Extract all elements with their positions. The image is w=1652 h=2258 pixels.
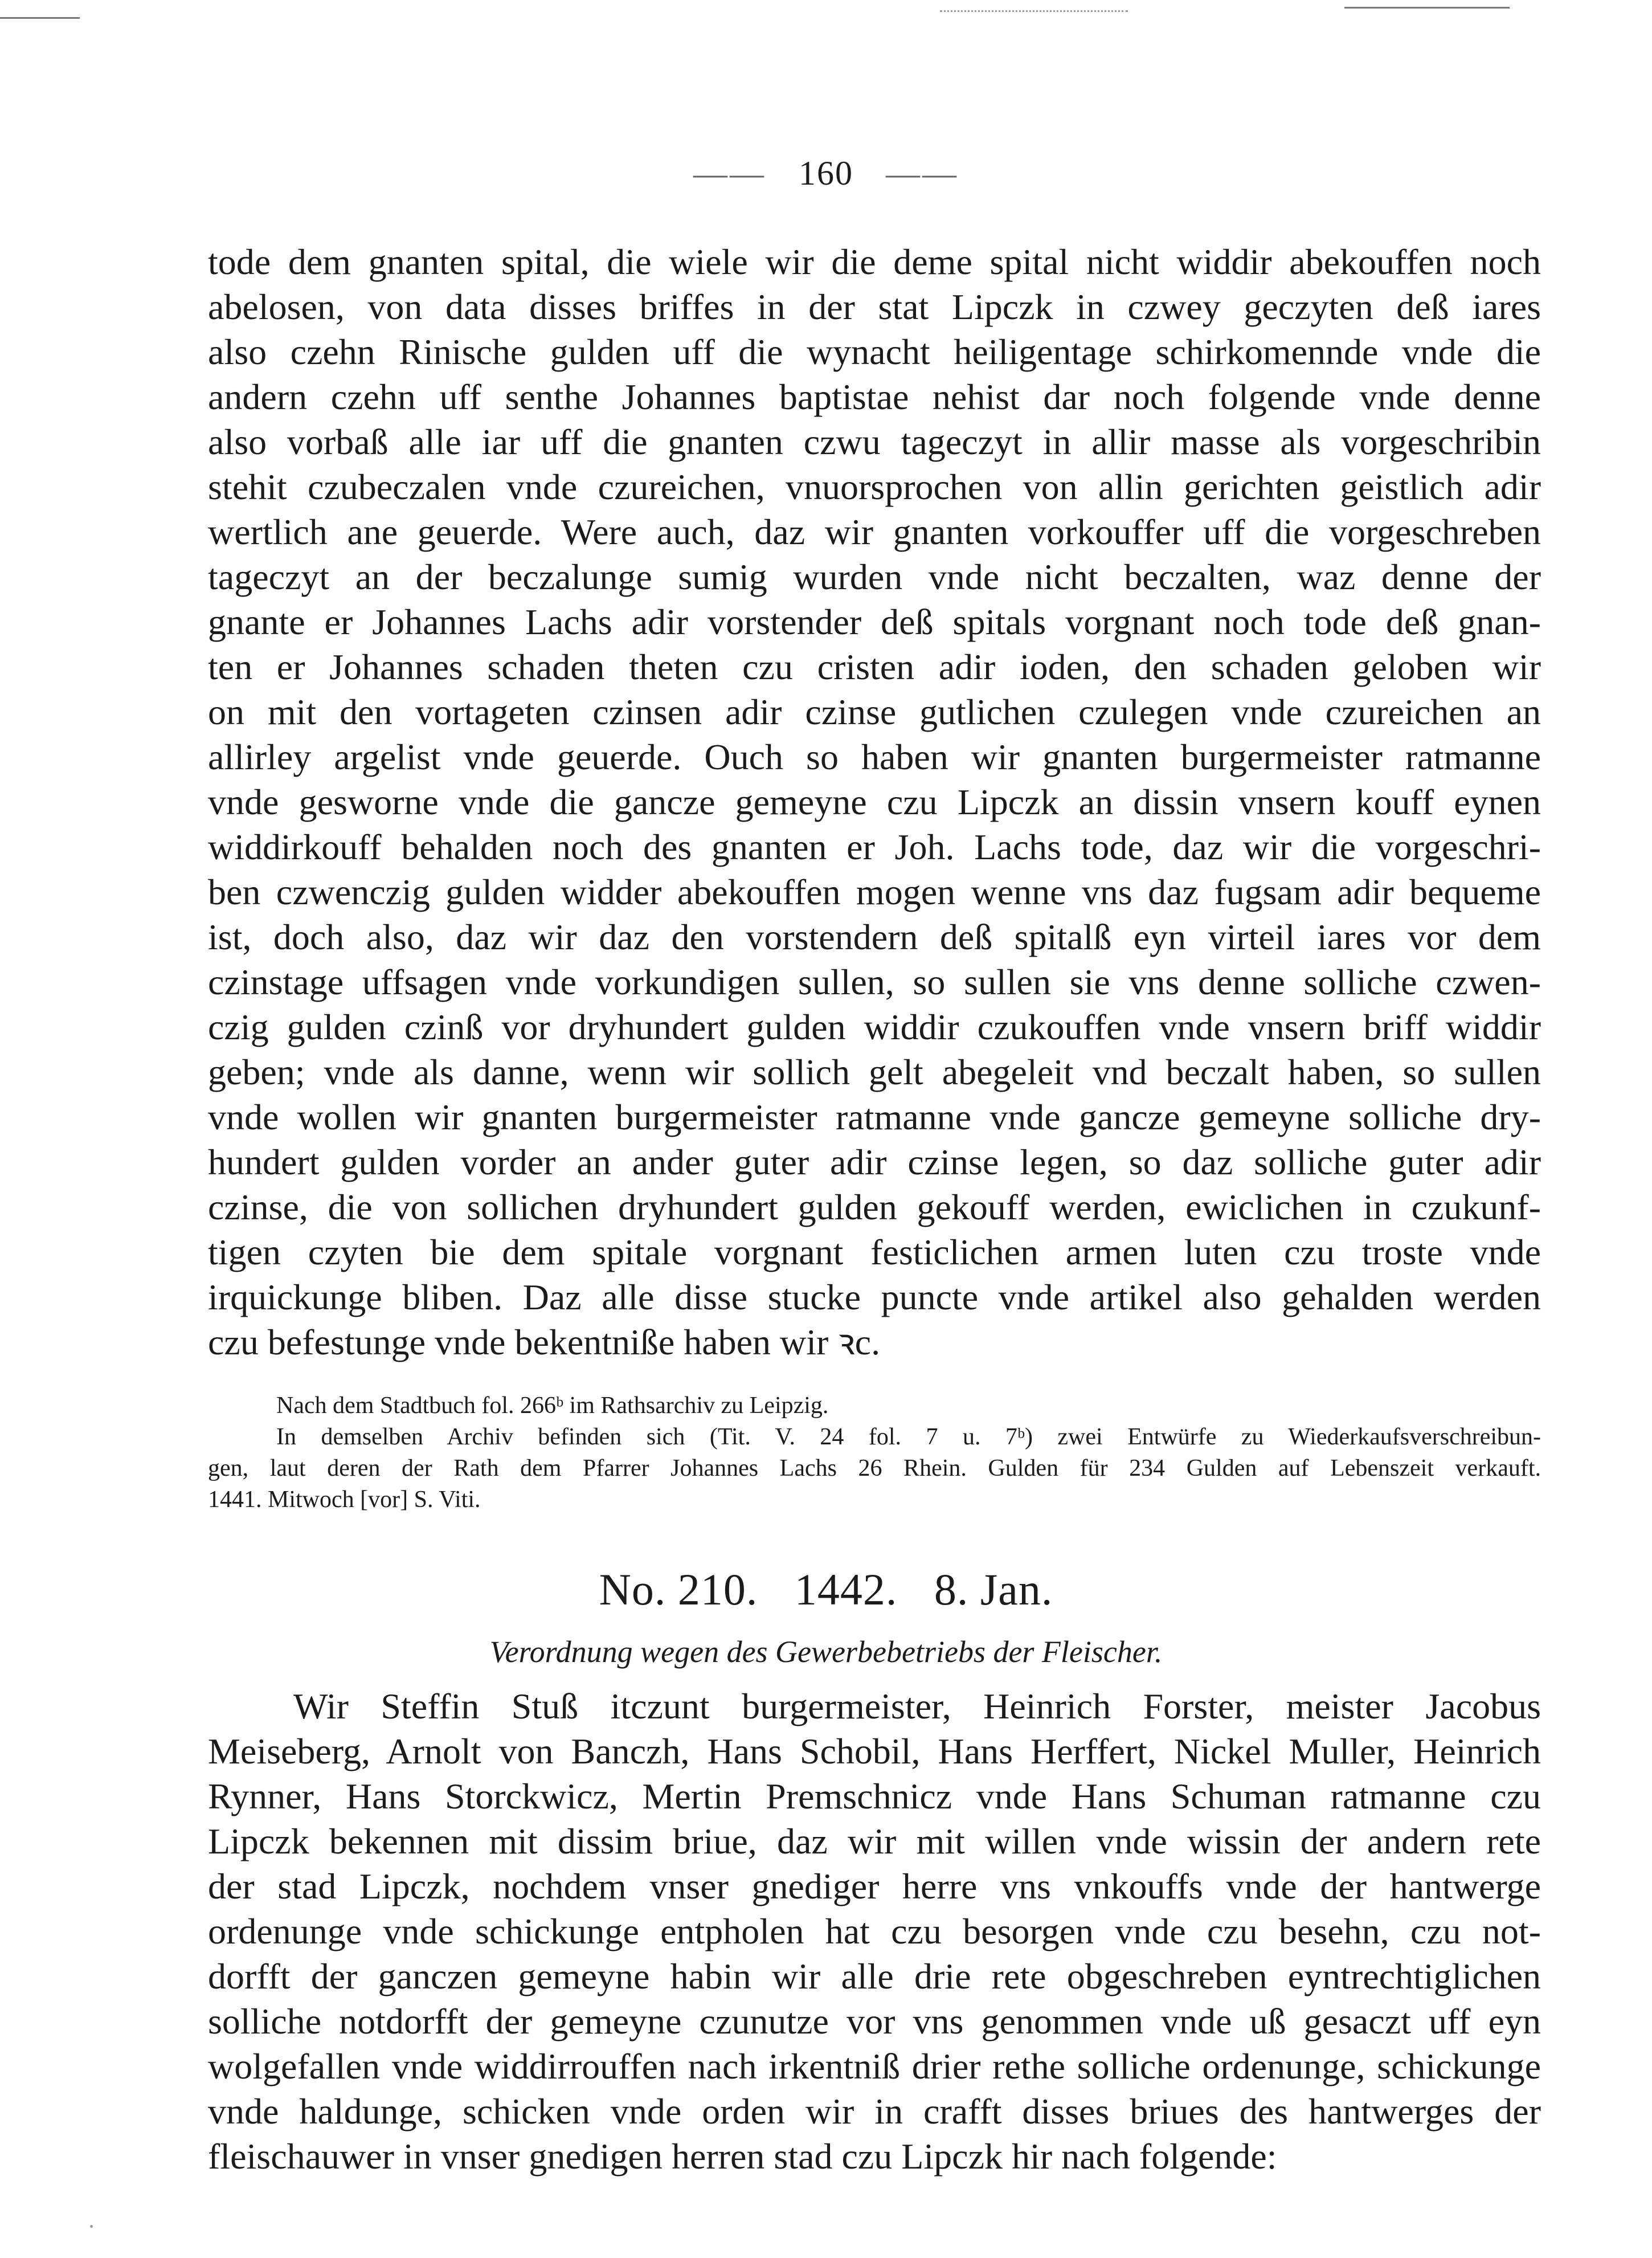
document-line: solliche notdorfft der gemeyne czunutze vor vns genommen vnde uß gesaczt uff eyn <box>208 2001 1541 2041</box>
body-line: stehit czubeczalen vnde czureichen, vnuorsprochen von allin gerichten geistlich adir <box>208 467 1541 507</box>
note-line: 1441. Mitwoch [vor] S. Viti. <box>208 1487 481 1513</box>
body-line: vnde wollen wir gnanten burgermeister ratmanne vnde gancze gemeyne solliche dry- <box>208 1097 1541 1137</box>
body-line: ben czwenczig gulden widder abekouffen mogen wenne vns daz fugsam adir bequeme <box>208 872 1541 912</box>
body-line: allirley argelist vnde geuerde. Ouch so haben wir gnanten burgermeister ratmanne <box>208 737 1541 777</box>
body-line: czinse, die von sollichen dryhundert gulden gekouff werden, ewiclichen in czukunf- <box>208 1187 1541 1227</box>
body-line: irquickunge bliben. Daz alle disse stucke puncte vnde artikel also gehalden werden <box>208 1277 1541 1317</box>
document-line: Wir Steffin Stuß itczunt burgermeister, Heinrich Forster, meister Jacobus <box>293 1686 1541 1726</box>
document-date: 8. Jan. <box>934 1565 1053 1614</box>
body-line: czig gulden czinß vor dryhundert gulden widdir czukouffen vnde vnsern briff widdir <box>208 1007 1541 1047</box>
page-number-row <box>0 154 1652 193</box>
top-center-scan-rule <box>940 10 1128 12</box>
document-line: Rynner, Hans Storckwicz, Mertin Premschnicz vnde Hans Schuman ratmanne czu <box>208 1776 1541 1816</box>
body-line: czinstage uffsagen vnde vorkundigen sullen, so sullen sie vns denne solliche czwen- <box>208 962 1541 1002</box>
body-text <box>208 239 1541 1365</box>
body-line: hundert gulden vorder an ander guter adir czinse legen, so daz solliche guter adir <box>208 1142 1541 1182</box>
document-line: Meiseberg, Arnolt von Banczh, Hans Schobil, Hans Herffert, Nickel Muller, Heinrich <box>208 1731 1541 1771</box>
body-line: geben; vnde als danne, wenn wir sollich gelt abegeleit vnd beczalt haben, so sullen <box>208 1052 1541 1092</box>
body-line: gnante er Johannes Lachs adir vorstender deß spitals vorgnant noch tode deß gnan- <box>208 602 1541 642</box>
body-line: tode dem gnanten spital, die wiele wir die deme spital nicht widdir abekouffen noch <box>208 242 1541 282</box>
document-number: No. 210. <box>599 1565 758 1614</box>
body-line: on mit den vortageten czinsen adir czinse gutlichen czulegen vnde czureichen an <box>208 692 1541 732</box>
document-line: fleischauwer in vnser gnedigen herren stad czu Lipczk hir nach folgende: <box>208 2136 1277 2177</box>
document-line: dorfft der ganczen gemeyne habin wir alle drie rete obgeschreben eyntrechtiglichen <box>208 1956 1541 1996</box>
document-line: Lipczk bekennen mit dissim briue, daz wir mit willen vnde wissin der andern rete <box>208 1821 1541 1861</box>
scan-speck <box>90 2225 93 2228</box>
page-number: 160 <box>799 154 853 192</box>
note-line: gen, laut deren der Rath dem Pfarrer Johannes Lachs 26 Rhein. Gulden für 234 Gulden auf Lebenszeit verkauft. <box>208 1455 1541 1481</box>
body-line: wertlich ane geuerde. Were auch, daz wir gnanten vorkouffer uff die vorgeschreben <box>208 512 1541 552</box>
body-line: tigen czyten bie dem spitale vorgnant festiclichen armen luten czu troste vnde <box>208 1232 1541 1272</box>
body-line: vnde gesworne vnde die gancze gemeyne czu Lipczk an dissin vnsern kouff eynen <box>208 782 1541 822</box>
document-heading <box>0 1564 1652 1615</box>
body-line: also vorbaß alle iar uff die gnanten czwu tageczyt in allir masse als vorgeschribin <box>208 422 1541 462</box>
page-number-dash-right: —— <box>886 154 959 192</box>
document-line: ordenunge vnde schickunge entpholen hat czu besorgen vnde czu besehn, czu not- <box>208 1911 1541 1951</box>
body-line: czu befestunge vnde bekentniße haben wir ꝛc. <box>208 1322 881 1362</box>
top-left-scan-rule <box>0 17 80 19</box>
note-line: Nach dem Stadtbuch fol. 266ᵇ im Rathsarchiv zu Leipzig. <box>276 1393 829 1419</box>
document-year: 1442. <box>794 1565 898 1614</box>
body-line: abelosen, von data disses briffes in der stat Lipczk in czwey geczyten deß iares <box>208 287 1541 327</box>
body-line: also czehn Rinische gulden uff die wynacht heiligentage schirkomennde vnde die <box>208 332 1541 372</box>
document-line: der stad Lipczk, nochdem vnser gnediger herre vns vnkouffs vnde der hantwerge <box>208 1866 1541 1906</box>
body-line: andern czehn uff senthe Johannes baptistae nehist dar noch folgende vnde denne <box>208 377 1541 417</box>
body-line: ist, doch also, daz wir daz den vorstendern deß spitalß eyn virteil iares vor dem <box>208 917 1541 957</box>
document-text <box>208 1684 1541 2179</box>
body-line: widdirkouff behalden noch des gnanten er Joh. Lachs tode, daz wir die vorgeschri- <box>208 827 1541 867</box>
document-line: vnde haldunge, schicken vnde orden wir in crafft disses briues des hantwerges der <box>208 2091 1541 2132</box>
body-line: tageczyt an der beczalunge sumig wurden vnde nicht beczalten, waz denne der <box>208 557 1541 597</box>
document-line: wolgefallen vnde widdirrouffen nach irkentniß drier rethe solliche ordenunge, schickunge <box>208 2046 1541 2086</box>
note-line: In demselben Archiv befinden sich (Tit. V. 24 fol. 7 u. 7ᵇ) zwei Entwürfe zu Wiederkaufsverschreibun- <box>276 1424 1541 1450</box>
page-number-dash-left: —— <box>693 154 766 192</box>
document-subtitle: Verordnung wegen des Gewerbebetriebs der Fleischer. <box>489 1635 1163 1669</box>
body-line: ten er Johannes schaden theten czu cristen adir ioden, den schaden geloben wir <box>208 647 1541 687</box>
top-right-scan-rule <box>1344 7 1510 9</box>
source-note <box>208 1390 1541 1516</box>
